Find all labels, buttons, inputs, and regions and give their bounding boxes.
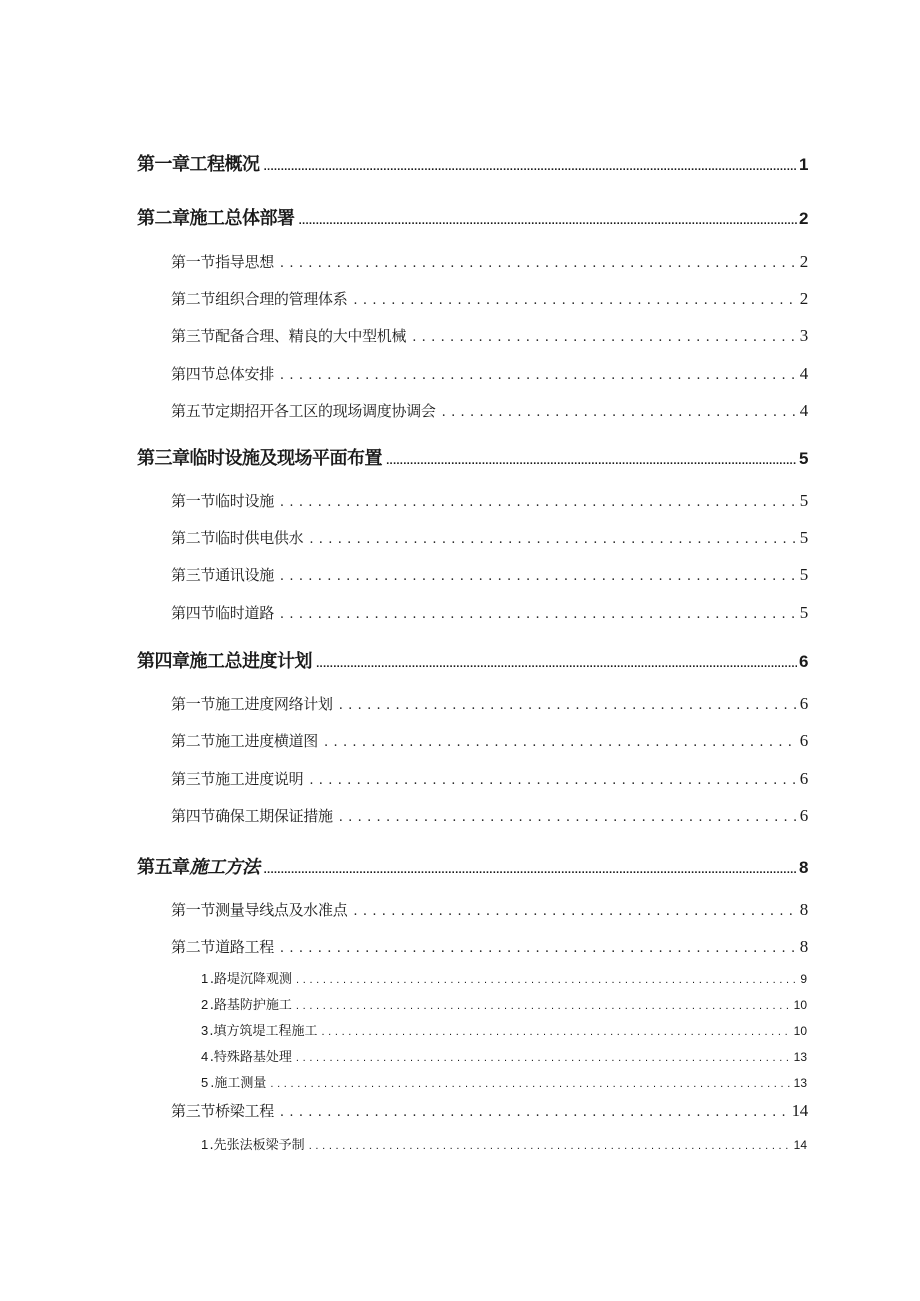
toc-dot-leader — [270, 1078, 789, 1090]
toc-dot-leader — [280, 607, 796, 622]
toc-dot-leader — [353, 293, 795, 308]
toc-subsection-title: .路基防护施工 — [209, 998, 292, 1013]
toc-section-title: 第一节临时设施 — [171, 492, 274, 510]
toc-page-number: 8 — [799, 937, 808, 956]
toc-subsection[interactable] — [201, 968, 807, 988]
toc-chapter-title-italic: 施工方法 — [189, 857, 260, 878]
toc-subsection[interactable] — [201, 994, 807, 1014]
toc-page-number: 3 — [799, 326, 808, 345]
toc-section[interactable] — [171, 936, 808, 960]
toc-section[interactable] — [171, 805, 808, 829]
toc-subsection-index: 5 — [201, 1075, 209, 1090]
toc-page-number: 2 — [799, 289, 808, 308]
toc-subsection-title: .特殊路基处理 — [209, 1050, 292, 1065]
toc-section-title: 第四节总体安排 — [171, 365, 274, 383]
toc-page-number: 14 — [793, 1138, 807, 1152]
toc-section[interactable] — [171, 730, 808, 754]
toc-subsection-title: .路堤沉降观测 — [209, 972, 293, 987]
toc-dot-leader — [339, 810, 796, 825]
toc-chapter-title — [137, 853, 260, 879]
toc-dot-leader — [299, 217, 798, 227]
toc-dot-leader — [296, 974, 796, 986]
toc-page-number: 5 — [799, 449, 808, 468]
toc-section[interactable] — [171, 288, 808, 312]
toc-chapter-title: 第三章临时设施及现场平面布置 — [137, 448, 382, 469]
toc-dot-leader — [280, 256, 796, 271]
toc-dot-leader — [412, 330, 796, 345]
toc-page-number: 13 — [793, 1050, 807, 1064]
toc-section[interactable] — [171, 693, 808, 717]
toc-dot-leader — [309, 532, 795, 547]
toc-page-number: 8 — [799, 858, 808, 877]
toc-page-number: 5 — [799, 491, 808, 510]
toc-dot-leader — [280, 569, 796, 584]
toc-dot-leader — [386, 457, 797, 467]
toc-page-number: 10 — [793, 998, 807, 1012]
toc-section[interactable] — [171, 768, 808, 792]
toc-subsection-index: 3 — [201, 1023, 209, 1038]
toc-page-number: 8 — [799, 900, 808, 919]
toc-section-title: 第一节施工进度网络计划 — [171, 695, 333, 713]
toc-subsection-title: .施工测量 — [210, 1076, 267, 1091]
toc-page-number: 6 — [799, 769, 808, 788]
toc-page-number: 5 — [799, 528, 808, 547]
toc-dot-leader — [280, 1105, 788, 1120]
toc-section-title: 第二节施工进度横道图 — [171, 732, 319, 750]
toc-section-title: 第一节指导思想 — [171, 253, 274, 271]
toc-section[interactable] — [171, 602, 808, 626]
toc-dot-leader — [324, 735, 796, 750]
toc-subsection[interactable] — [201, 1134, 807, 1154]
toc-section-title: 第四节临时道路 — [171, 604, 274, 622]
toc-page-number: 6 — [799, 731, 808, 750]
toc-chapter-2[interactable] — [137, 204, 808, 230]
toc-section-title: 第二节道路工程 — [171, 938, 274, 956]
toc-dot-leader — [264, 163, 798, 173]
toc-section-title: 第一节测量导线点及水准点 — [171, 901, 348, 919]
toc-section-title: 第三节通讯设施 — [171, 566, 274, 584]
toc-section-title: 第三节配备合理、精良的大中型机械 — [171, 327, 407, 345]
toc-page-number: 2 — [799, 252, 808, 271]
toc-page-number: 6 — [799, 694, 808, 713]
toc-section-title: 第三节桥梁工程 — [171, 1102, 274, 1120]
toc-chapter-1[interactable] — [137, 150, 808, 176]
toc-page-number: 13 — [793, 1076, 807, 1090]
toc-subsection[interactable] — [201, 1046, 807, 1066]
toc-section[interactable] — [171, 564, 808, 588]
toc-page-number: 14 — [791, 1101, 808, 1120]
toc-page-number: 2 — [799, 209, 808, 228]
toc-subsection-title: .先张法板梁予制 — [209, 1138, 305, 1153]
toc-chapter-title-prefix: 第五章 — [137, 857, 190, 878]
toc-section-title: 第二节组织合理的管理体系 — [171, 290, 348, 308]
toc-subsection-index: 2 — [201, 997, 209, 1012]
toc-section[interactable] — [171, 527, 808, 551]
toc-page-number: 5 — [799, 603, 808, 622]
toc-subsection[interactable] — [201, 1020, 807, 1040]
toc-chapter-title: 第二章施工总体部署 — [137, 208, 295, 229]
toc-subsection-title: .填方筑堤工程施工 — [209, 1024, 318, 1039]
toc-subsection-index: 4 — [201, 1049, 209, 1064]
toc-section[interactable] — [171, 490, 808, 514]
toc-dot-leader — [309, 1140, 790, 1152]
toc-section-title: 第五节定期招开各工区的现场调度协调会 — [171, 402, 436, 420]
toc-page-number: 6 — [799, 652, 808, 671]
toc-section[interactable] — [171, 1100, 808, 1124]
toc-page-number: 4 — [799, 401, 808, 420]
toc-dot-leader — [296, 1052, 790, 1064]
toc-dot-leader — [442, 405, 796, 420]
toc-chapter-title: 第一章工程概况 — [137, 154, 260, 175]
toc-page-number: 6 — [799, 806, 808, 825]
toc-subsection-index: 1 — [201, 971, 209, 986]
toc-dot-leader — [296, 1000, 790, 1012]
toc-section[interactable] — [171, 400, 808, 424]
toc-subsection[interactable] — [201, 1072, 807, 1092]
toc-dot-leader — [309, 773, 795, 788]
toc-section-title: 第二节临时供电供水 — [171, 529, 304, 547]
toc-page-number: 1 — [799, 155, 808, 174]
toc-page-number: 4 — [799, 364, 808, 383]
toc-dot-leader — [321, 1026, 789, 1038]
toc-section[interactable] — [171, 325, 808, 349]
toc-section-title: 第四节确保工期保证措施 — [171, 807, 333, 825]
toc-chapter-5[interactable] — [137, 853, 808, 879]
toc-page-number: 9 — [800, 972, 807, 986]
toc-page-number: 10 — [793, 1024, 807, 1038]
toc-dot-leader — [280, 368, 796, 383]
toc-section-title: 第三节施工进度说明 — [171, 770, 304, 788]
toc-section[interactable] — [171, 899, 808, 923]
toc-dot-leader — [353, 904, 795, 919]
toc-page-number: 5 — [799, 565, 808, 584]
toc-dot-leader — [339, 698, 796, 713]
toc-dot-leader — [280, 941, 796, 956]
toc-section[interactable] — [171, 363, 808, 387]
toc-dot-leader — [316, 660, 797, 670]
toc-dot-leader — [280, 495, 796, 510]
toc-chapter-3[interactable] — [137, 444, 808, 470]
toc-chapter-title: 第四章施工总进度计划 — [137, 651, 312, 672]
toc-dot-leader — [264, 866, 798, 876]
toc-subsection-index: 1 — [201, 1137, 209, 1152]
toc-section[interactable] — [171, 251, 808, 275]
toc-chapter-4[interactable] — [137, 647, 808, 673]
